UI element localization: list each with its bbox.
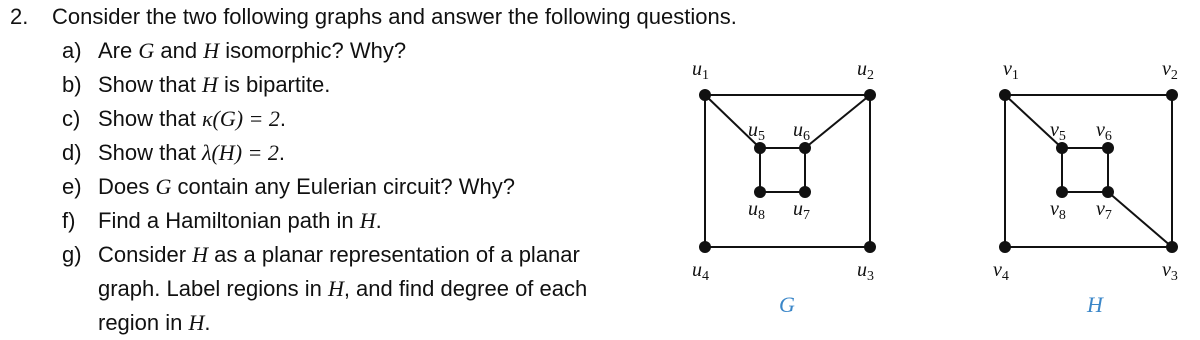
part-label: g) [62,242,82,267]
graph-g-vertex-label: $u_1$ [692,58,709,83]
part-label: b) [62,72,82,97]
graph-g-vertex [864,89,876,101]
graph-h-edge [1108,192,1172,247]
graph-g-vertex [799,186,811,198]
part-text: and [154,38,204,63]
graph-h-vertex-label: $v_5$ [1050,119,1066,144]
part-text: graph. Label regions in [98,276,328,301]
part-text: region in [98,310,189,335]
part-text: isomorphic? Why? [219,38,407,63]
part-text: is bipartite. [217,72,331,97]
part-label: f) [62,208,76,233]
math-symbol: G [155,174,172,199]
graph-h-vertex [1056,186,1068,198]
math-symbol: H [327,276,344,301]
graph-h [993,58,1178,284]
part-text: . [204,310,211,335]
graph-g-vertex-label: $u_4$ [692,259,709,284]
graph-h-vertex [999,89,1011,101]
part-label: a) [62,38,82,63]
graph-g-vertex [699,241,711,253]
graph-h-vertex [1102,186,1114,198]
part-label: e) [62,174,82,199]
graph-h-vertex-label: $v_6$ [1096,119,1112,144]
question-title: Consider the two following graphs and answer the following questions. [52,4,737,29]
graph-g-vertex-label: $u_2$ [857,58,874,83]
graph-g [692,58,876,284]
math-expression: κ(G) = 2 [201,106,280,131]
graph-h-vertex-label: $v_8$ [1050,198,1066,223]
part-text: . [278,140,285,165]
math-symbol: G [138,38,155,63]
graph-h-vertex-label: $v_7$ [1096,198,1112,223]
graph-h-vertex-label: $v_2$ [1162,58,1178,83]
graph-h-vertex-label: $v_1$ [1003,58,1019,83]
graph-h-vertex-label: $v_3$ [1162,259,1178,284]
part-text: Show that [98,72,202,97]
part-label: c) [62,106,81,131]
part-text: contain any Eulerian circuit? Why? [171,174,515,199]
part-text: as a planar representation of a planar [208,242,580,267]
graph-h-vertex-label: $v_4$ [993,259,1009,284]
graph-g-vertex-label: $u_7$ [793,198,810,223]
graph-g-vertex [699,89,711,101]
graph-g-vertex-label: $u_8$ [748,198,765,223]
graph-g-vertex-label: $u_6$ [793,119,810,144]
graph-g-vertex [754,186,766,198]
graph-g-label: G [779,292,795,317]
part-text: Are [98,38,139,63]
graph-h-vertex [1166,89,1178,101]
graph-h-vertex [1166,241,1178,253]
part-text: . [375,208,382,233]
question-number: 2. [10,4,29,29]
math-symbol: H [203,38,220,63]
part-text: , and find degree of each [343,276,588,301]
math-expression: λ(H) = 2 [201,140,279,165]
graph-h-label: H [1087,292,1103,317]
graph-g-edge [805,95,870,148]
part-text: Consider [98,242,193,267]
math-symbol: H [192,242,209,267]
part-text: Does [98,174,156,199]
math-symbol: H [201,72,218,97]
part-text: . [279,106,287,131]
math-symbol: H [188,310,205,335]
part-text: Find a Hamiltonian path in [98,208,360,233]
part-label: d) [62,140,82,165]
graph-g-vertex-label: $u_5$ [748,119,765,144]
math-symbol: H [359,208,376,233]
graph-g-vertex [864,241,876,253]
graph-g-vertex-label: $u_3$ [857,259,874,284]
part-text: Show that [98,106,202,131]
part-text: Show that [98,140,202,165]
graph-h-vertex [999,241,1011,253]
